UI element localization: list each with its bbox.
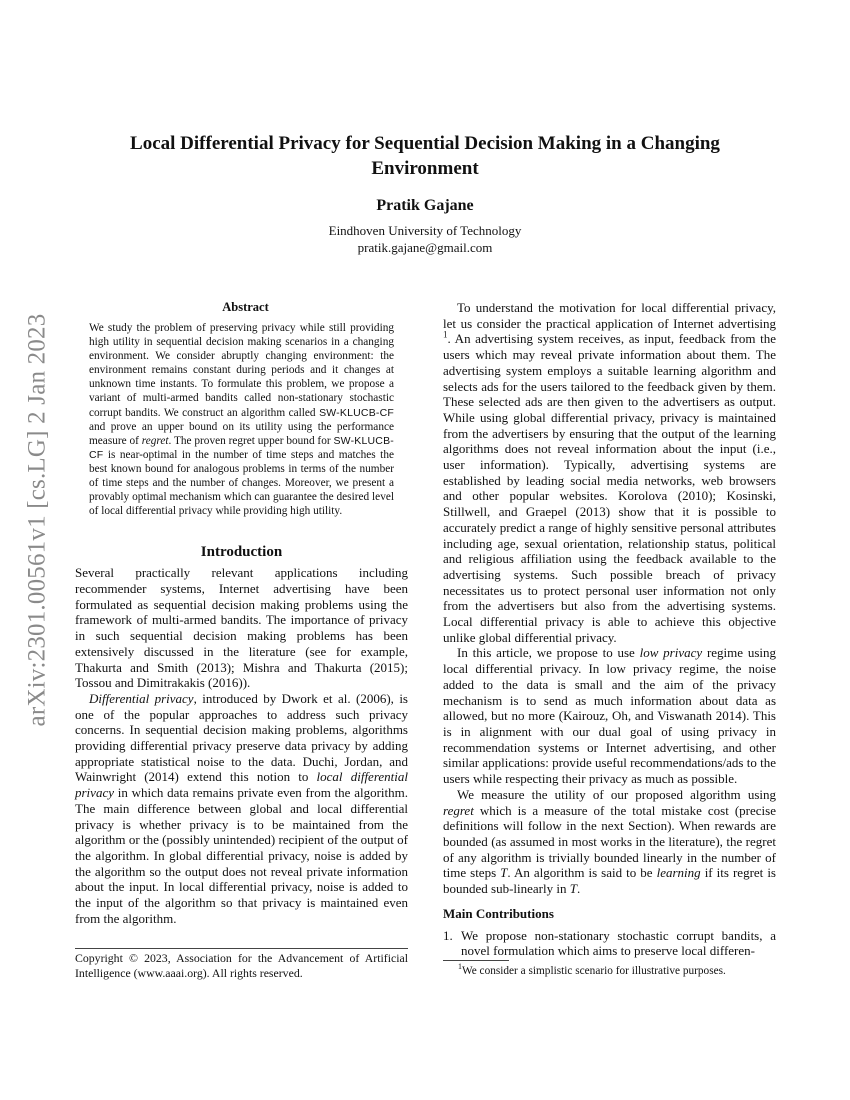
footnote-marker: 1 [443,330,448,341]
author-email: pratik.gajane@gmail.com [357,240,493,255]
abstract-heading: Abstract [222,300,269,314]
arxiv-identifier-text: arXiv:2301.00561v1 [cs.LG] 2 Jan 2023 [23,313,50,727]
left-column [75,300,408,926]
regret-paragraph: We measure the utility of our proposed algorithm using regret which is a measure of the total mistake cost (precise definitions will follow in the next Section). When rewards are bounded (as assumed in most works in the literature), the regret of any algorithm is trivially bounded linearly in the number of time steps T. An algorithm is said to be learning if its regret is bounded sub-linearly in T. [443,786,776,897]
intro-paragraph-2: Differential privacy, introduced by Dwork et al. (2006), is one of the popular approaches to address such privacy concerns. In sequential decision making problems, algorithms providing differential privacy preserve data privacy by adding appropriate statistical noise to the data. Duchi, Jordan, and Wainwright (2014) extend this notion to local differential privacy in which data remains private even from the algorithm. The main difference between global and local differential privacy is whether privacy is to be maintained from the algorithm or the (possibly unintended) recipient of the output of the algorithm. In global differential privacy, noise is added by the algorithm so the output does not reveal private information about the input. In local differential privacy, noise is added to the input of the algorithm so that privacy is maintained even from the algorithm. [75,690,409,926]
main-contributions-heading: Main Contributions [443,905,554,921]
regret-term: regret [443,802,474,818]
differential-privacy-term: Differential privacy [89,690,194,706]
low-privacy-term: low privacy [639,645,703,661]
regret-term: regret [141,434,169,447]
author-name: Pratik Gajane [376,197,474,214]
learning-term: learning [656,865,701,881]
list-item-text: We propose non-stationary stochastic corrupt bandits, a novel formulation which aims to preserve local differen- [461,927,776,959]
local-differential-privacy-term: local differential privacy [75,769,409,801]
list-item-number: 1. [443,927,453,943]
list-item [443,928,776,959]
contributions-list [443,928,776,959]
arxiv-identifier-stamp [17,285,57,755]
math-variable-t: T [500,865,508,881]
low-privacy-paragraph: In this article, we propose to use low privacy regime using local differential privacy. In low privacy regime, the noise added to the data is small and the aim of the privacy mechanism is to send as much information about data as allowed, but no more (Kairouz, Oh, and Viswanath 2014). This is in alignment with our dual goal of using privacy in recommendation systems or Internet advertising, and other similar applications: provide useful recommendations/ads to the users while respecting their privacy as much as possible. [443,645,777,787]
intro-paragraph-1: Several practically relevant applications including recommender systems, Internet advertising have been formulated as sequential decision making problems using the framework of multi-armed bandits. The importance of privacy in such sequential decision making problems has been extensively discussed in the literature (see for example, Thakurta and Smith (2013); Mishra and Thakurta (2015); Tossou and Dimitrakakis (2016)). [75,565,408,691]
footnote-rule [443,960,509,961]
introduction-heading: Introduction [200,544,283,561]
footnote-number: 1 [458,962,462,972]
footnote [443,960,776,978]
motivation-paragraph: To understand the motivation for local differential privacy, let us consider the practical application of Internet advertising $^1$. An advertising system receives, as input, feedback from the users which may reveal private information about them. The advertising system employs a suitable learning algorithm and selects ads for the users tailored to the feedback given by them. These selected ads are then given to the advertisers as output. While using global differential privacy, privacy is maintained from the advertisers by ensuring that the output of the learning algorithms does not reveal information about the input (i.e., user information). Typically, advertising systems are established by leading social media networks, web browsers and other popular websites. Korolova (2010); Kosinski, Stillwell, and Graepel (2013) show that it is possible to accurately predict a range of highly sensitive personal attributes including age, sexual orientation, relationship status, political and religious affiliation using the feedback available to the advertising systems. Such possible breach of privacy necessitates us to protect personal user information not only from the advertisers but also from the advertising systems. Local differential privacy is able to achieve this objective unlike global differential privacy. [443,300,776,645]
right-column [443,300,776,959]
affiliation-block [100,222,750,256]
abstract-text: We study the problem of preserving privacy while still providing high utility in sequential decision making scenarios in a changing environment. We consider abruptly changing environment: the environment remains constant during periods and it changes at unknown time instants. To formulate this problem, we propose a variant of multi-armed bandits called non-stationary stochastic corrupt bandits. We construct an algorithm called SW-KLUCB-CF and prove an upper bound on its utility using the performance measure of regret. The proven regret upper bound for SW-KLUCB-CF is near-optimal in the number of time steps and matches the best known bound for analogous problems in terms of the number of time steps and the number of changes. Moreover, we present a provably optimal mechanism which can guarantee the desired level of local differential privacy while providing high utility. [89,322,394,518]
affiliation: Eindhoven University of Technology [328,223,522,238]
paper-title: Local Differential Privacy for Sequential Decision Making in a Changing Environment [130,133,720,179]
algorithm-name: SW-KLUCB-CF [89,434,394,461]
algorithm-name: SW-KLUCB-CF [319,406,394,419]
footnote-text: We consider a simplistic scenario for illustrative purposes. [461,965,726,977]
copyright-notice: Copyright © 2023, Association for the Advancement of Artificial Intelligence (www.aaai.org). All rights reserved. [75,948,408,980]
math-variable-t: T [569,881,577,897]
